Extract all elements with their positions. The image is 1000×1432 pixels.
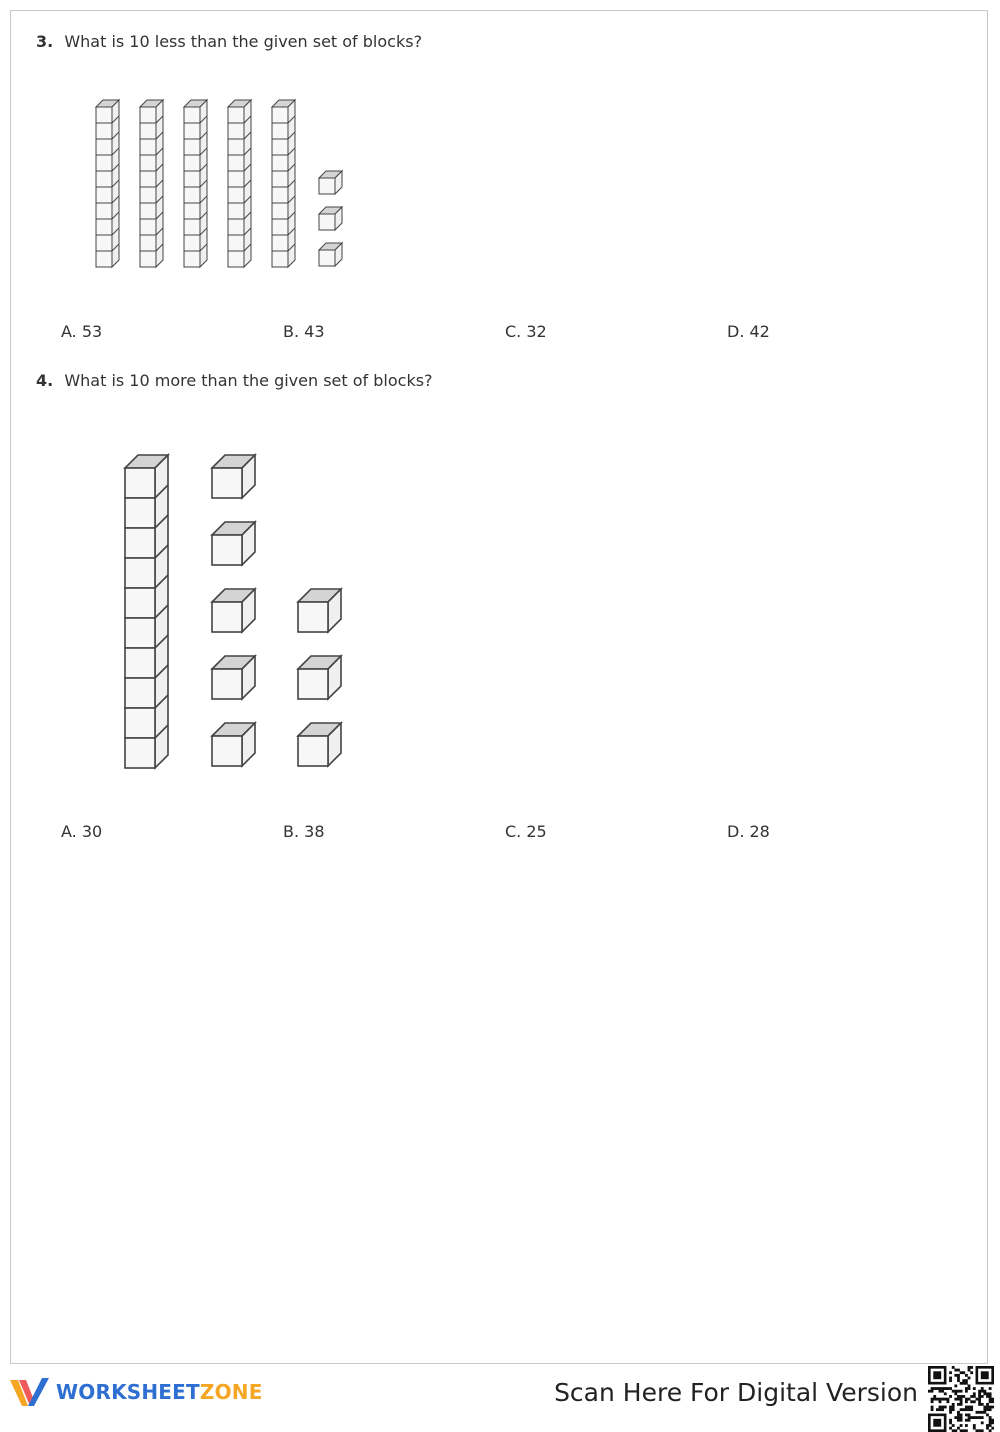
qr-code-icon[interactable] — [928, 1366, 994, 1432]
option-c[interactable]: C. 25 — [505, 822, 547, 841]
tens-rod — [140, 100, 163, 267]
question-text: What is 10 less than the given set of blocks? — [64, 32, 423, 51]
question-4 — [36, 371, 433, 390]
option-b[interactable]: B. 38 — [283, 822, 325, 841]
unit-cube — [212, 723, 255, 766]
unit-cube — [212, 656, 255, 699]
base-ten-blocks-figure-q3 — [90, 94, 360, 274]
option-b[interactable]: B. 43 — [283, 322, 325, 341]
question-number: 3. — [36, 32, 54, 51]
answer-options-q3 — [61, 322, 961, 346]
question-3 — [36, 32, 422, 51]
tens-rod — [184, 100, 207, 267]
option-a[interactable]: A. 30 — [61, 822, 103, 841]
worksheetzone-logo-icon — [10, 1376, 50, 1410]
brand-name[interactable] — [56, 1380, 263, 1404]
tens-rod — [272, 100, 295, 267]
unit-cube — [319, 171, 342, 194]
unit-cube — [298, 589, 341, 632]
option-a[interactable]: A. 53 — [61, 322, 103, 341]
question-text: What is 10 more than the given set of blocks? — [64, 371, 433, 390]
tens-rod — [125, 455, 168, 768]
unit-cube — [212, 522, 255, 565]
unit-cube — [212, 455, 255, 498]
tens-rod — [96, 100, 119, 267]
question-number: 4. — [36, 371, 54, 390]
unit-cube — [298, 656, 341, 699]
option-c[interactable]: C. 32 — [505, 322, 547, 341]
answer-options-q4 — [61, 822, 961, 846]
unit-cube — [212, 589, 255, 632]
scan-here-text: Scan Here For Digital Version — [554, 1378, 918, 1407]
unit-cube — [319, 207, 342, 230]
option-d[interactable]: D. 42 — [727, 322, 770, 341]
footer — [0, 1366, 1000, 1414]
brand-word-zone: ZONE — [199, 1380, 263, 1404]
brand-word-worksheet: WORKSHEET — [56, 1380, 200, 1404]
tens-rod — [228, 100, 251, 267]
unit-cube — [319, 243, 342, 266]
option-d[interactable]: D. 28 — [727, 822, 770, 841]
base-ten-blocks-figure-q4 — [118, 446, 358, 776]
unit-cube — [298, 723, 341, 766]
